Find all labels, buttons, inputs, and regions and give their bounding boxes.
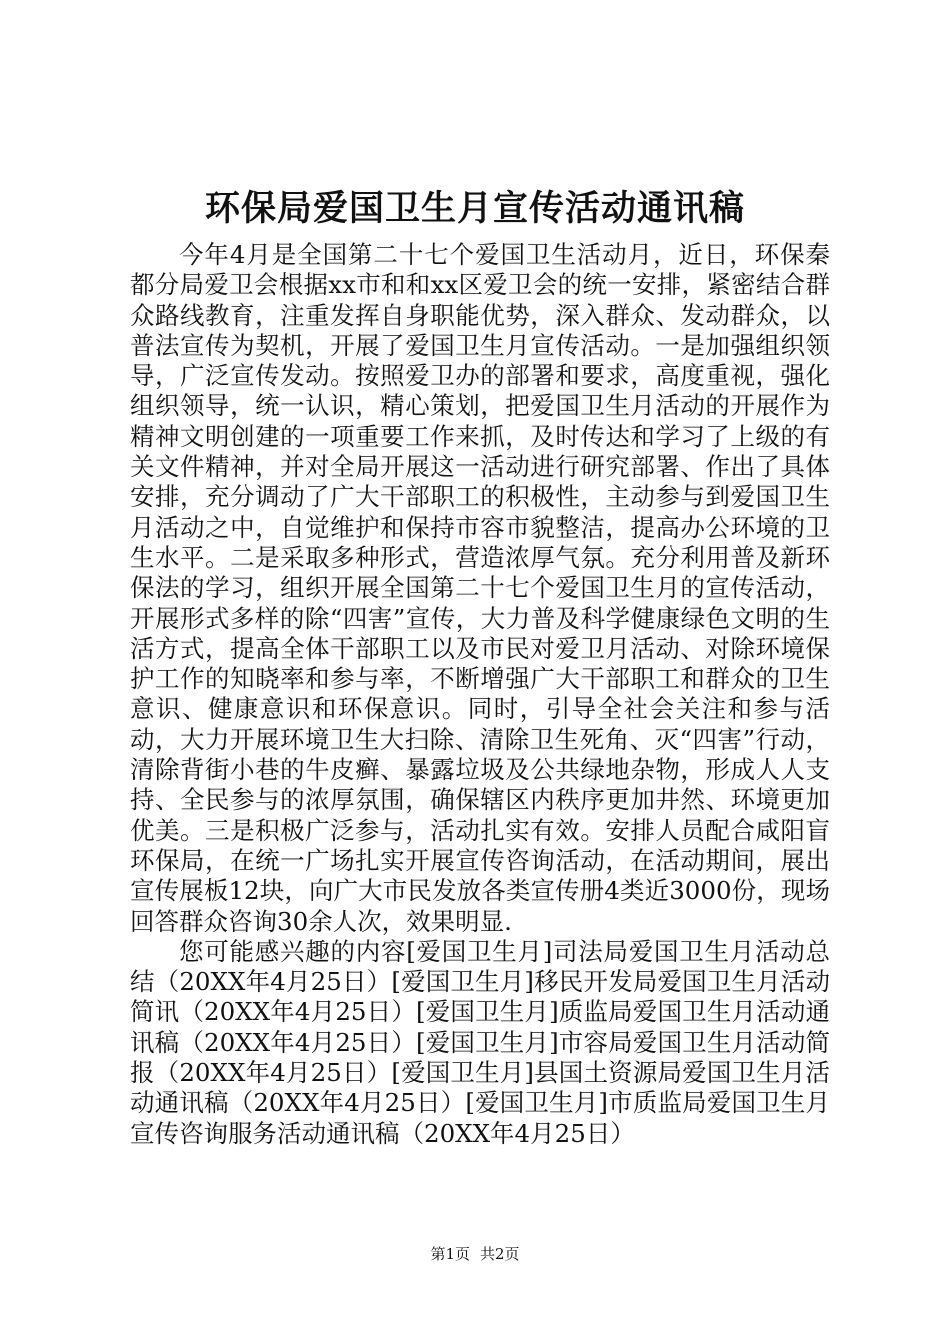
- related-content-paragraph: 您可能感兴趣的内容[爱国卫生月]司法局爱国卫生月活动总结（20XX年4月25日）[爱国卫生月]移民开发局爱国卫生月活动简讯（20XX年4月25日）[爱国卫生月]质监局爱国卫生月活动通讯稿（20XX年4月25日）[爱国卫生月]市容局爱国卫生月活动简报（20XX年4月25日）[爱国卫生月]县国土资源局爱国卫生月活动通讯稿（20XX年4月25日）[爱国卫生月]市质监局爱国卫生月宣传咨询服务活动通讯稿（20XX年4月25日）: [130, 936, 830, 1148]
- document-title: 环保局爱国卫生月宣传活动通讯稿: [204, 188, 745, 229]
- page-footer: [0, 1244, 950, 1264]
- page-number: 第1页: [430, 1245, 470, 1263]
- main-paragraph: 今年4月是全国第二十七个爱国卫生活动月，近日，环保秦都分局爱卫会根据xx市和和xx区爱卫会的统一安排，紧密结合群众路线教育，注重发挥自身职能优势，深入群众、发动群众，以普法宣传为契机，开展了爱国卫生月宣传活动。一是加强组织领导，广泛宣传发动。按照爱卫办的部署和要求，高度重视，强化组织领导，统一认识，精心策划，把爱国卫生月活动的开展作为精神文明创建的一项重要工作来抓，及时传达和学习了上级的有关文件精神，并对全局开展这一活动进行研究部署、作出了具体安排，充分调动了广大干部职工的积极性，主动参与到爱国卫生月活动之中，自觉维护和保持市容市貌整洁，提高办公环境的卫生水平。二是采取多种形式，营造浓厚气氛。充分利用普及新环保法的学习，组织开展全国第二十七个爱国卫生月的宣传活动，开展形式多样的除“四害”宣传，大力普及科学健康绿色文明的生活方式，提高全体干部职工以及市民对爱卫月活动、对除环境保护工作的知晓率和参与率，不断增强广大干部职工和群众的卫生意识、健康意识和环保意识。同时，引导全社会关注和参与活动，大力开展环境卫生大扫除、清除卫生死角、灭“四害”行动，清除背街小巷的牛皮癣、暴露垃圾及公共绿地杂物，形成人人支持、全民参与的浓厚氛围，确保辖区内秩序更加井然、环境更加优美。三是积极广泛参与，活动扎实有效。安排人员配合咸阳盲环保局，在统一广场扎实开展宣传咨询活动，在活动期间，展出宣传展板12块，向广大市民发放各类宣传册4类近3000份，现场回答群众咨询30余人次，效果明显.: [130, 240, 830, 936]
- page-count: 共2页: [480, 1245, 520, 1263]
- document-body: [130, 240, 830, 1149]
